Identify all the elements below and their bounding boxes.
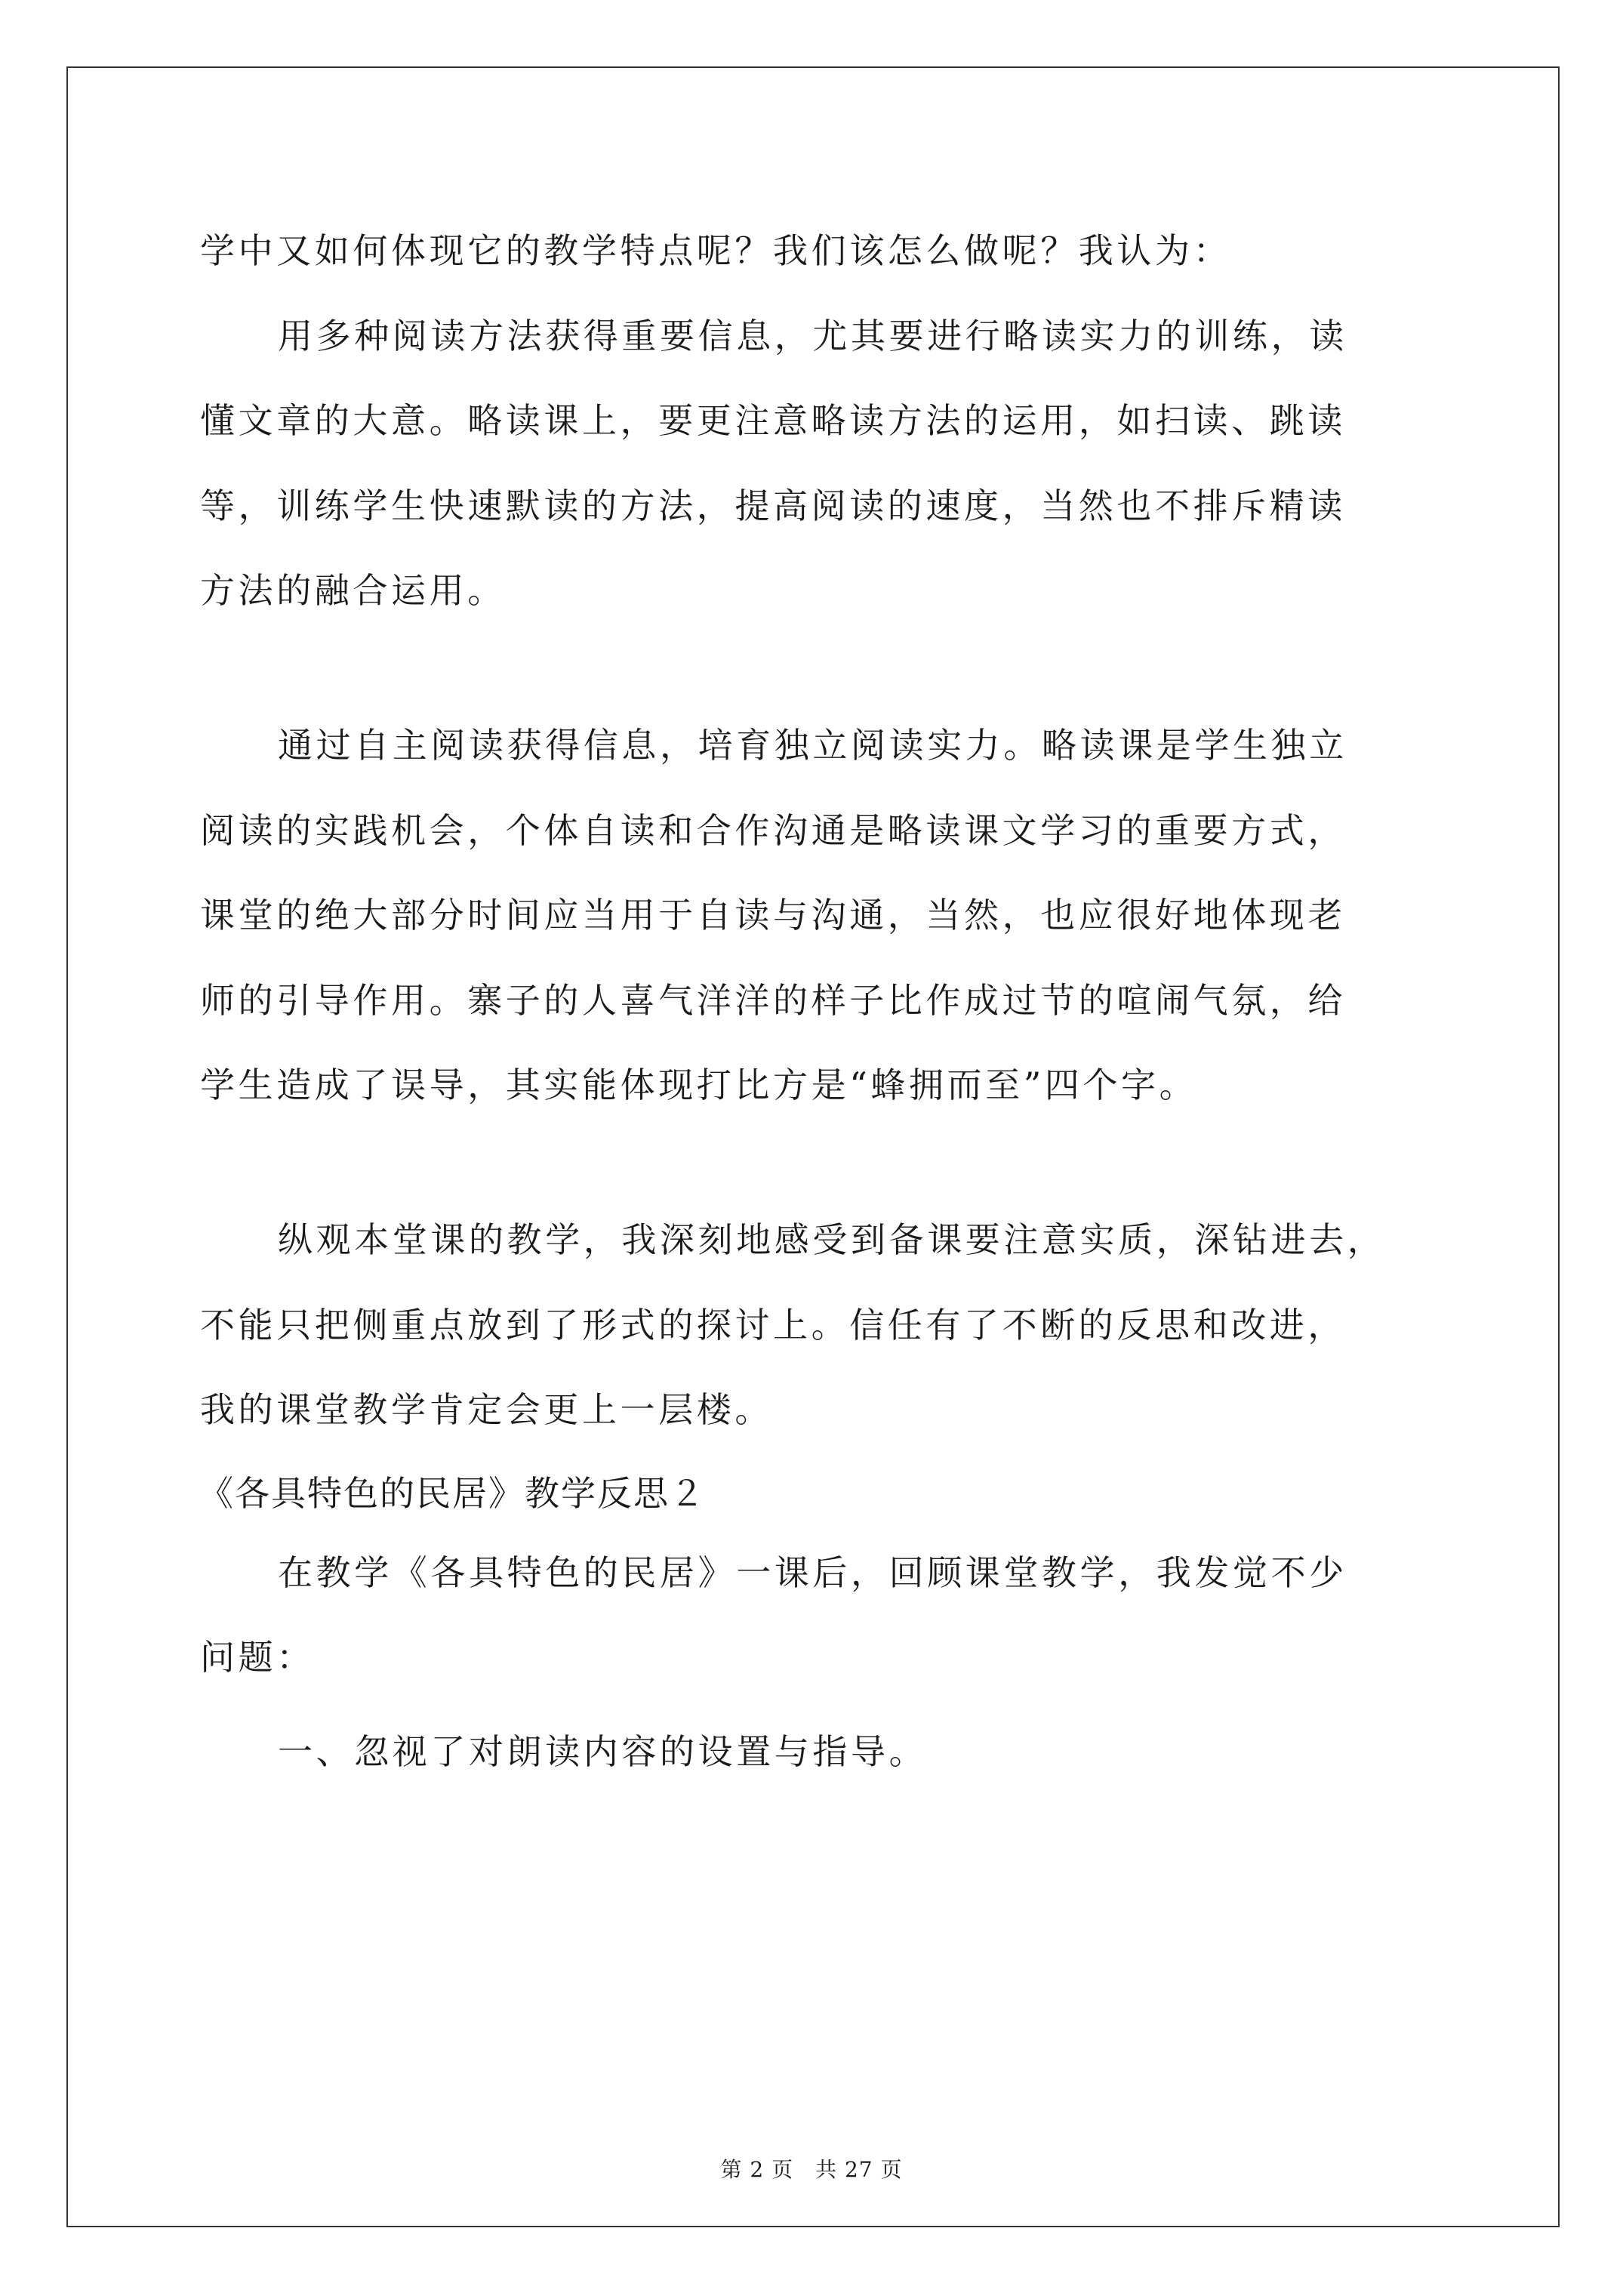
text-line: 方法的融合运用。 [200, 570, 506, 611]
text-line: 学中又如何体现它的教学特点呢？我们该怎么做呢？我认为： [200, 230, 1232, 271]
text-line: 学生造成了误导，其实能体现打比方是“蜂拥而至”四个字。 [200, 1065, 1198, 1105]
text-line: 在教学《各具特色的民居》一课后，回顾课堂教学，我发觉不少 [278, 1552, 1347, 1593]
text-line: 懂文章的大意。略读课上，要更注意略读方法的运用，如扫读、跳读 [200, 400, 1346, 441]
text-line: 我的课堂教学肯定会更上一层楼。 [200, 1389, 773, 1430]
text-line: 等，训练学生快速默读的方法，提高阅读的速度，当然也不排斥精读 [200, 485, 1346, 526]
text-line: 师的引导作用。寨子的人喜气洋洋的样子比作成过节的喧闹气氛，给 [200, 980, 1346, 1021]
text-line: 阅读的实践机会，个体自读和合作沟通是略读课文学习的重要方式， [200, 810, 1346, 851]
text-line: 不能只把侧重点放到了形式的探讨上。信任有了不断的反思和改进， [200, 1305, 1346, 1345]
text-line: 用多种阅读方法获得重要信息，尤其要进行略读实力的训练，读 [278, 316, 1347, 356]
text-line: 纵观本堂课的教学，我深刻地感受到备课要注意实质，深钻进去， [278, 1219, 1386, 1260]
section-title: 《各具特色的民居》教学反思２ [199, 1473, 706, 1514]
text-line: 一、忽视了对朗读内容的设置与指导。 [278, 1731, 928, 1772]
page-frame [66, 66, 1560, 2227]
text-line: 课堂的绝大部分时间应当用于自读与沟通，当然，也应很好地体现老 [200, 895, 1346, 935]
text-line: 通过自主阅读获得信息，培育独立阅读实力。略读课是学生独立 [278, 725, 1347, 766]
page-number: 第 2 页 共 27 页 [720, 2157, 903, 2182]
text-line: 问题： [200, 1637, 315, 1678]
